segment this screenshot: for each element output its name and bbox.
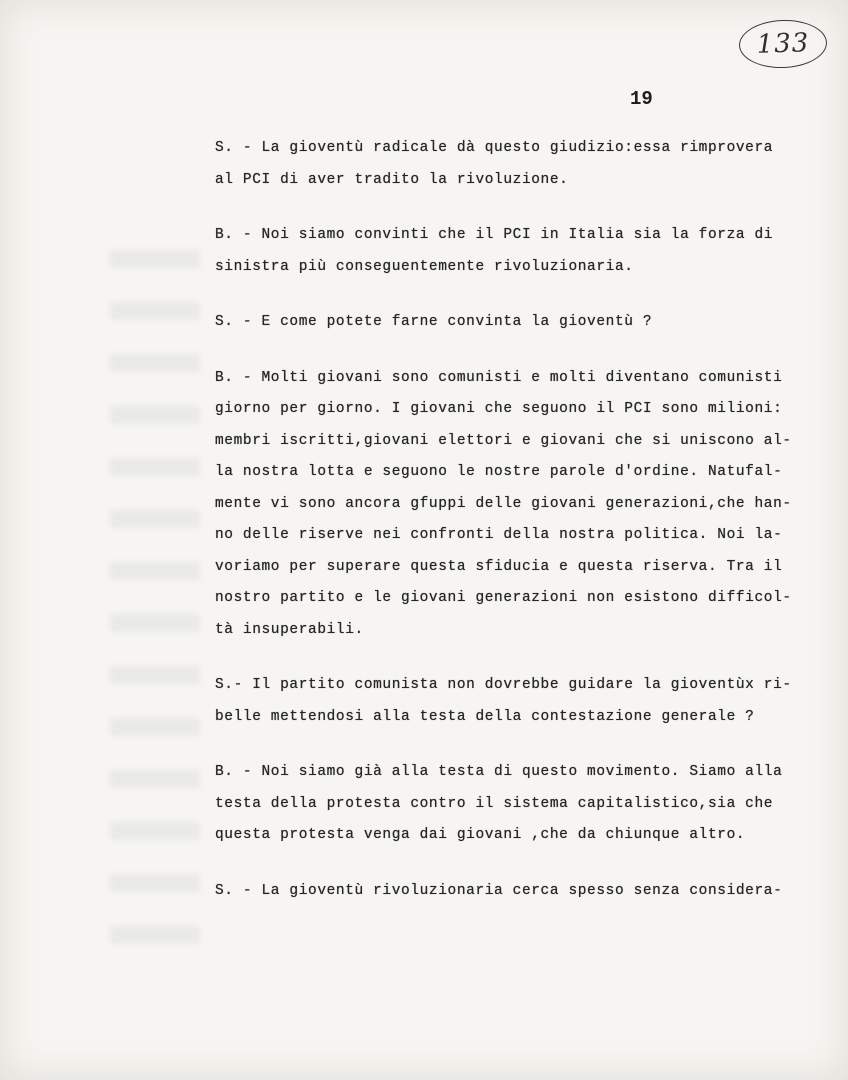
page-number: 19 — [630, 88, 653, 110]
interview-text — [215, 133, 835, 931]
text-line: B. - Noi siamo già alla testa di questo movimento. Siamo alla — [215, 764, 783, 780]
text-line: al PCI di aver tradito la rivoluzione. — [215, 171, 569, 188]
text-line: S. - La gioventù rivoluzionaria cerca spesso senza considera- — [215, 882, 783, 899]
interview-paragraph — [215, 876, 835, 908]
text-line: la nostra lotta e seguono le nostre parole d'ordine. Natufal- — [215, 464, 783, 480]
text-line: S. - La gioventù radicale dà questo giudizio:essa rimprovera — [215, 140, 774, 156]
text-line: no delle riserve nei confronti della nostra politica. Noi la- — [215, 527, 783, 543]
interview-paragraph — [215, 670, 835, 733]
text-line: belle mettendosi alla testa della contestazione generale ? — [215, 708, 755, 725]
text-line: sinistra più conseguentemente rivoluzionaria. — [215, 258, 634, 275]
archive-number-stamp — [738, 18, 828, 69]
ink-bleed-through — [110, 250, 200, 950]
interview-paragraph — [215, 363, 835, 647]
interview-paragraph — [215, 307, 835, 339]
text-line: voriamo per superare questa sfiducia e questa riserva. Tra il — [215, 558, 783, 575]
text-line: tà insuperabili. — [215, 621, 364, 638]
interview-paragraph — [215, 220, 835, 283]
text-line: giorno per giorno. I giovani che seguono il PCI sono milioni: — [215, 401, 783, 417]
text-line: questa protesta venga dai giovani ,che da chiunque altro. — [215, 827, 746, 843]
text-line: membri iscritti,giovani elettori e giovani che si uniscono al- — [215, 432, 792, 449]
text-line: mente vi sono ancora gfuppi delle giovani generazioni,che han- — [215, 495, 792, 512]
text-line: B. - Noi siamo convinti che il PCI in Italia sia la forza di — [215, 227, 774, 243]
interview-paragraph — [215, 133, 835, 196]
interview-paragraph — [215, 757, 835, 852]
archive-number: 133 — [756, 28, 810, 60]
text-line: S.- Il partito comunista non dovrebbe guidare la gioventùx ri- — [215, 677, 792, 693]
text-line: B. - Molti giovani sono comunisti e molti diventano comunisti — [215, 369, 783, 386]
text-line: nostro partito e le giovani generazioni non esistono difficol- — [215, 590, 792, 606]
text-line: S. - E come potete farne convinta la gioventù ? — [215, 314, 653, 330]
text-line: testa della protesta contro il sistema capitalistico,sia che — [215, 795, 774, 812]
